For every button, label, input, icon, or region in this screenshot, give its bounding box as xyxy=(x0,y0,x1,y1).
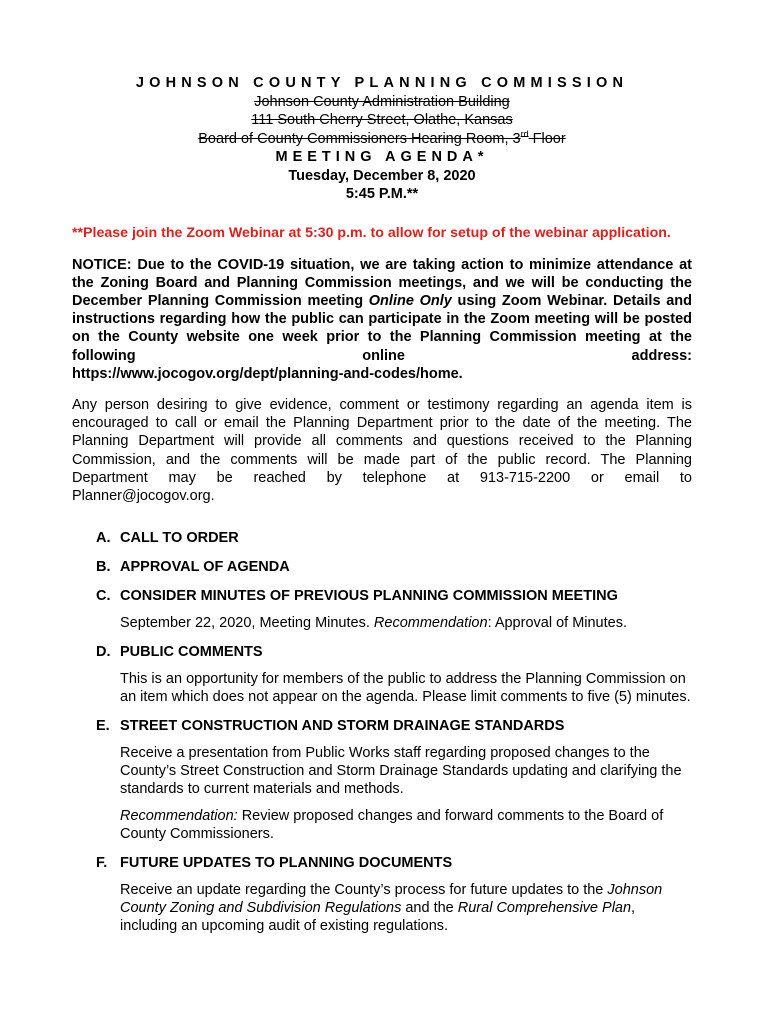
covid-notice xyxy=(72,256,692,383)
item-letter: C. xyxy=(96,588,111,605)
notice-online-only: Online Only xyxy=(368,292,452,309)
item-title: CONSIDER MINUTES OF PREVIOUS PLANNING COMMISSION MEETING xyxy=(120,588,618,605)
hearing-room-sup: rd xyxy=(520,128,529,139)
minutes-text: September 22, 2020, Meeting Minutes. xyxy=(120,615,374,632)
hearing-room-prefix: Board of County Commissioners Hearing Room, 3 xyxy=(198,130,521,147)
agenda-title: MEETING AGENDA* xyxy=(275,149,489,165)
item-description: This is an opportunity for members of the public to address the Planning Commission on an item which does not appear on the agenda. Please limit comments to five (5) minutes. xyxy=(120,671,691,706)
planner-email[interactable]: Planner@jocogov.org. xyxy=(72,487,215,504)
building-name: Johnson County Administration Building xyxy=(254,93,510,110)
recommendation-text: : Approval of Minutes. xyxy=(487,615,627,632)
agenda-item-e xyxy=(72,717,692,843)
item-description: Receive an update regarding the County’s process for future updates to the xyxy=(120,882,608,899)
item-letter: E. xyxy=(96,718,110,735)
public-info-paragraph xyxy=(72,396,692,505)
item-letter: A. xyxy=(96,530,111,547)
item-description-mid: and the xyxy=(401,900,458,917)
meeting-date: Tuesday, December 8, 2020 xyxy=(288,167,476,184)
agenda-item-c xyxy=(72,587,692,632)
item-letter: B. xyxy=(96,559,111,576)
recommendation-text: Review proposed changes and forward comments to the Board of County Commissioners. xyxy=(120,808,664,843)
zoom-note: **Please join the Zoom Webinar at 5:30 p.m. to allow for setup of the webinar application. xyxy=(72,224,671,241)
item-body xyxy=(120,670,692,706)
hearing-room-suffix: Floor xyxy=(528,130,566,147)
item-body xyxy=(120,881,692,935)
notice-part1: NOTICE: Due to the COVID-19 situation, we are taking action to minimize attendance at the Zoning Board and Planning Commission meetings, and we will be conducting the December Planning Commission meeting xyxy=(72,256,692,309)
agenda-item-a xyxy=(72,529,692,547)
agenda-item-d xyxy=(72,643,692,706)
item-body xyxy=(120,614,692,632)
public-info-text: Any person desiring to give evidence, comment or testimony regarding an agenda item is encouraged to call or email the Planning Department prior to the date of the meeting. The Planning Department will provide all comments and questions received to the Planning Commission, and the comments will be made part of the public record. The Planning Department may be reached by telephone at 913-715-2200 or email to xyxy=(72,396,692,486)
item-description-end: , including an upcoming audit of existing regulations. xyxy=(120,900,636,935)
meeting-time: 5:45 P.M.** xyxy=(345,186,419,202)
item-description: Receive a presentation from Public Works staff regarding proposed changes to the County’s Street Construction and Storm Drainage Standards updating and clarifying the standards to current materials and methods. xyxy=(120,745,682,798)
street-address: 111 South Cherry Street, Olathe, Kansas xyxy=(251,112,513,128)
item-title: FUTURE UPDATES TO PLANNING DOCUMENTS xyxy=(120,855,453,872)
item-title: CALL TO ORDER xyxy=(120,530,239,547)
agenda-item-b xyxy=(72,558,692,576)
agenda-items xyxy=(72,529,692,935)
notice-url[interactable]: https://www.jocogov.org/dept/planning-and-codes/home. xyxy=(72,365,463,382)
item-letter: F. xyxy=(96,855,108,872)
item-title: STREET CONSTRUCTION AND STORM DRAINAGE STANDARDS xyxy=(120,718,565,735)
zoning-regulations-title: Johnson County Zoning and Subdivision Regulations xyxy=(120,882,663,917)
recommendation-label: Recommendation: xyxy=(120,808,238,825)
agenda-document xyxy=(72,74,692,946)
notice-part2: using Zoom Webinar. Details and instructions regarding how the public can participate in the Zoom meeting will be posted on the County website one week prior to the Planning Commission meeting at the following online address: xyxy=(72,292,692,364)
agenda-item-f xyxy=(72,854,692,935)
hearing-room xyxy=(72,130,692,149)
recommendation-label: Recommendation xyxy=(373,615,488,632)
comprehensive-plan-title: Rural Comprehensive Plan xyxy=(457,900,632,917)
commission-title: JOHNSON COUNTY PLANNING COMMISSION xyxy=(135,75,629,91)
item-letter: D. xyxy=(96,644,111,661)
item-title: PUBLIC COMMENTS xyxy=(120,644,263,661)
document-header xyxy=(72,74,692,204)
item-body xyxy=(120,744,692,843)
item-title: APPROVAL OF AGENDA xyxy=(120,559,290,576)
